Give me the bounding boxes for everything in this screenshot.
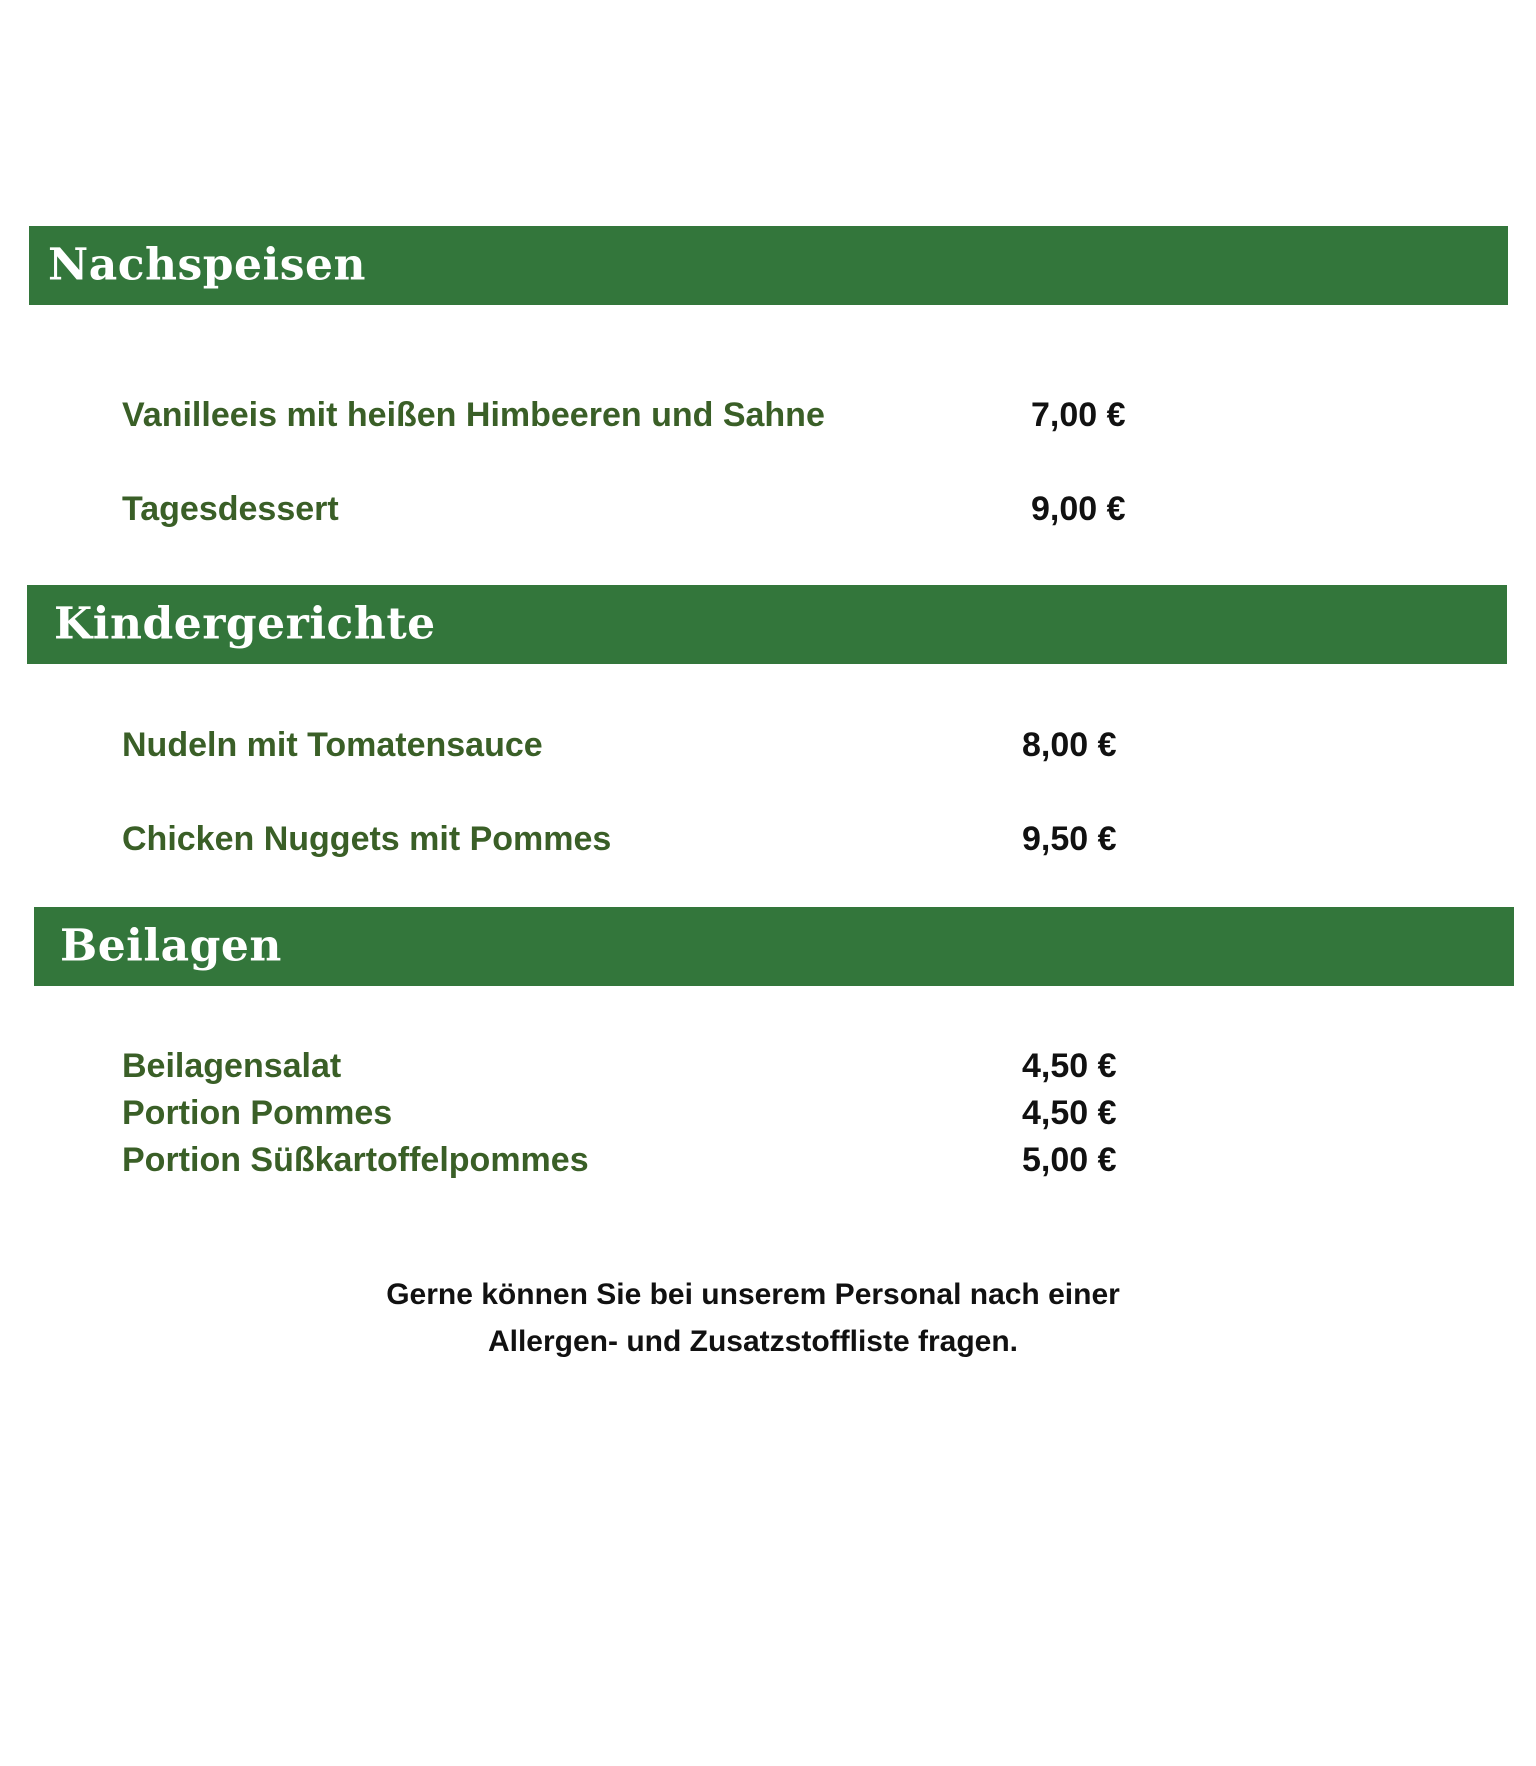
section-header-kindergerichte — [27, 585, 1507, 664]
section-title: Nachspeisen — [48, 238, 367, 290]
menu-item-name: Beilagensalat — [122, 1047, 342, 1085]
section-header-beilagen — [34, 907, 1514, 986]
menu-item-name: Chicken Nuggets mit Pommes — [122, 820, 612, 858]
menu-item-price: 9,00 € — [1031, 490, 1126, 528]
allergen-note-line-1: Gerne können Sie bei unserem Personal nach einer — [386, 1278, 1120, 1311]
section-header-nachspeisen — [29, 226, 1508, 305]
menu-item-name: Tagesdessert — [122, 490, 339, 528]
menu-item-name: Nudeln mit Tomatensauce — [122, 726, 543, 764]
section-title: Beilagen — [60, 919, 282, 971]
allergen-note — [0, 1271, 1536, 1365]
menu-item-price: 4,50 € — [1022, 1047, 1117, 1085]
menu-item-price: 9,50 € — [1022, 820, 1117, 858]
menu-item-price: 8,00 € — [1022, 726, 1117, 764]
menu-item-name: Portion Süßkartoffelpommes — [122, 1141, 589, 1179]
allergen-note-line-2: Allergen- und Zusatzstoffliste fragen. — [487, 1325, 1019, 1358]
menu-item-price: 7,00 € — [1031, 396, 1126, 434]
menu-item-name: Portion Pommes — [122, 1094, 393, 1132]
menu-item-name: Vanilleeis mit heißen Himbeeren und Sahne — [122, 396, 825, 434]
menu-item-price: 4,50 € — [1022, 1094, 1117, 1132]
menu-item-price: 5,00 € — [1022, 1141, 1117, 1179]
section-title: Kindergerichte — [54, 597, 436, 649]
